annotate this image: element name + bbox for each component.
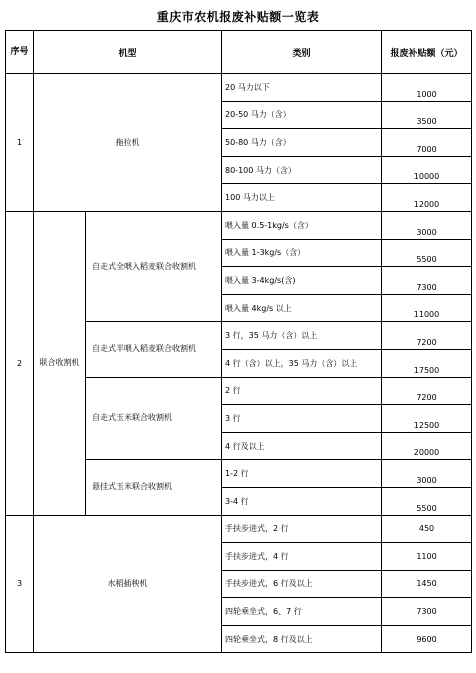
amount-cell: 7200 [382,377,472,405]
amount-cell: 5500 [382,487,472,515]
amount-cell: 7200 [382,322,472,350]
category-cell: 4 行（含）以上，35 马力（含）以上 [222,349,382,377]
category-cell: 手扶步进式，2 行 [222,515,382,543]
table-row [6,211,472,239]
category-cell: 3 行，35 马力（含）以上 [222,322,382,350]
amount-cell: 12000 [382,184,472,212]
header-machine-type: 机型 [34,31,222,74]
category-cell: 4 行及以上 [222,432,382,460]
page-title: 重庆市农机报废补贴额一览表 [156,10,320,24]
category-cell: 100 马力以上 [222,184,382,212]
category-cell: 喂入量 3-4kg/s(含) [222,267,382,295]
category-cell: 四轮乘坐式，6、7 行 [222,598,382,626]
header-seq: 序号 [6,31,34,74]
category-cell: 四轮乘坐式，8 行及以上 [222,625,382,653]
amount-cell: 1100 [382,543,472,571]
amount-cell: 1000 [382,74,472,102]
category-cell: 喂入量 4kg/s 以上 [222,294,382,322]
amount-cell: 450 [382,515,472,543]
amount-cell: 5500 [382,239,472,267]
header-subsidy: 报废补贴额（元） [382,31,472,74]
amount-cell: 1450 [382,570,472,598]
machine-type-cell: 水稻插秧机 [34,515,222,653]
machine-type-cell: 联合收割机 [34,211,86,515]
amount-cell: 20000 [382,432,472,460]
category-cell: 3-4 行 [222,487,382,515]
amount-cell: 11000 [382,294,472,322]
amount-cell: 12500 [382,405,472,433]
subtype-cell: 自走式玉米联合收割机 [86,377,222,460]
subtype-cell: 悬挂式玉米联合收割机 [86,460,222,515]
subtype-cell: 自走式全喂入稻麦联合收割机 [86,211,222,321]
table-row [6,515,472,543]
category-cell: 喂入量 1-3kg/s（含） [222,239,382,267]
header-row [6,31,472,74]
amount-cell: 17500 [382,349,472,377]
category-cell: 喂入量 0.5-1kg/s（含） [222,211,382,239]
category-cell: 50-80 马力（含） [222,129,382,157]
seq-cell: 2 [6,211,34,515]
amount-cell: 3000 [382,460,472,488]
amount-cell: 7300 [382,267,472,295]
category-cell: 20 马力以下 [222,74,382,102]
amount-cell: 3500 [382,101,472,129]
category-cell: 手扶步进式，6 行及以上 [222,570,382,598]
table-row [6,74,472,102]
category-cell: 20-50 马力（含） [222,101,382,129]
subtype-cell: 自走式半喂入稻麦联合收割机 [86,322,222,377]
seq-cell: 1 [6,74,34,212]
amount-cell: 3000 [382,211,472,239]
machine-type-cell: 拖拉机 [34,74,222,212]
category-cell: 1-2 行 [222,460,382,488]
category-cell: 3 行 [222,405,382,433]
amount-cell: 7000 [382,129,472,157]
subsidy-table [5,30,472,653]
amount-cell: 9600 [382,625,472,653]
category-cell: 手扶步进式，4 行 [222,543,382,571]
category-cell: 2 行 [222,377,382,405]
category-cell: 80-100 马力（含） [222,156,382,184]
seq-cell: 3 [6,515,34,653]
amount-cell: 7300 [382,598,472,626]
amount-cell: 10000 [382,156,472,184]
header-category: 类别 [222,31,382,74]
